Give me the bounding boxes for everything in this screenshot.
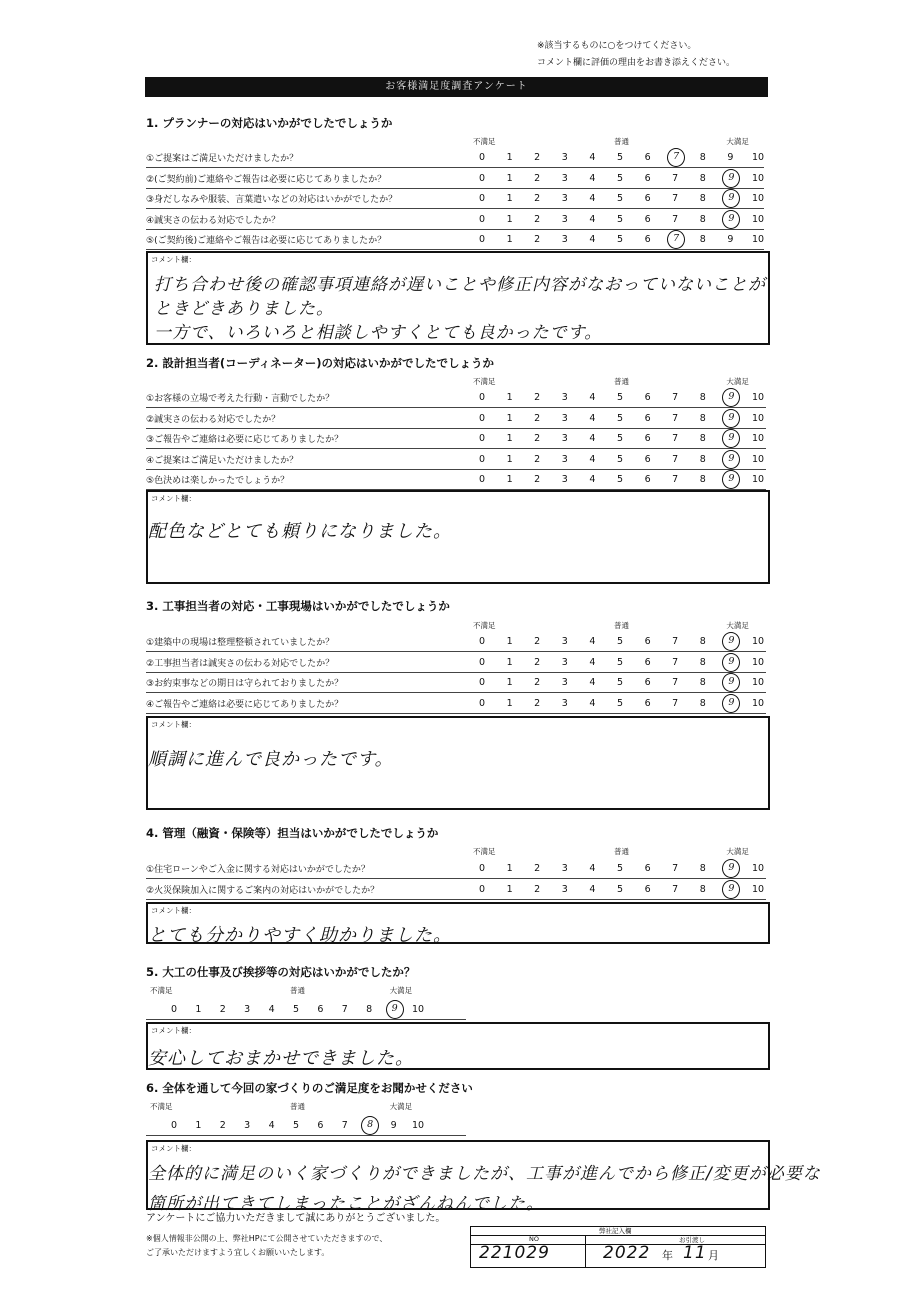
footer-note: ご了承いただけますよう宜しくお願いいたします。 [146,1248,330,1257]
score-option[interactable]: 0 [478,863,486,874]
selected-score[interactable]: 7 [667,230,685,249]
score-option[interactable]: 4 [589,234,596,245]
instruction-line: ※該当するものに○をつけてください。 [537,41,697,51]
score-option[interactable]: 6 [644,677,651,688]
score-option[interactable]: 10 [751,697,765,709]
score-option[interactable]: 3 [561,863,568,874]
selected-score[interactable]: 9 [386,1000,404,1019]
score-option[interactable]: 4 [589,677,596,688]
score-option[interactable]: 3 [561,412,568,424]
score-option[interactable]: 5 [292,1120,300,1131]
score-option[interactable]: 4 [268,1120,275,1131]
scale-high-label: 大満足 [389,1102,413,1111]
handwritten-comment: 全体的に満足のいく家づくりができましたが、工事が進んでから修正/変更が必要な [148,1164,821,1184]
score-option[interactable]: 10 [411,1004,425,1015]
scale-mid-label: 普通 [614,137,629,146]
score-option[interactable]: 8 [699,172,706,184]
score-option[interactable]: 4 [589,656,596,668]
question-text: ②火災保険加入に関するご案内の対応はいかがでしたか？ [146,885,380,896]
score-option[interactable]: 6 [644,883,651,895]
section-title: 4. 管理（融資・保険等）担当はいかがでしたでしょうか [146,826,439,840]
selected-score[interactable]: 9 [722,632,740,651]
scale-mid-label: 普通 [290,1102,305,1111]
scale-low-label: 不満足 [473,377,496,386]
score-option[interactable]: 3 [244,1004,251,1015]
question-row [146,880,766,900]
score-option[interactable]: 2 [534,412,541,424]
comment-label: コメント欄： [151,720,196,729]
question-text: ②誠実さの伝わる対応でしたか？ [146,414,281,425]
score-option[interactable]: 10 [751,636,765,647]
score-option[interactable]: 10 [751,152,765,163]
score-option[interactable]: 5 [616,234,624,245]
score-option[interactable]: 3 [561,172,568,184]
score-option[interactable]: 2 [534,234,541,245]
question-text: ⑤色決めは楽しかったでしょうか？ [146,476,290,486]
score-option[interactable]: 0 [478,172,486,184]
scale-high-label: 大満足 [726,847,749,856]
score-option[interactable]: 4 [589,863,596,874]
question-text: ③お約束事などの期日は守られておりましたか？ [146,679,344,689]
score-option[interactable]: 4 [589,433,596,444]
score-option[interactable]: 6 [644,697,651,709]
question-underline [146,1019,466,1020]
score-option[interactable]: 6 [644,453,651,465]
score-option[interactable]: 9 [727,152,734,163]
score-option[interactable]: 7 [672,883,679,895]
handwritten-comment: 一方で、いろいろと相談しやすくとても良かったです。 [154,323,603,343]
score-option[interactable]: 10 [751,433,765,444]
score-option[interactable]: 3 [561,697,568,709]
score-option[interactable]: 5 [616,213,624,225]
score-option[interactable]: 8 [366,1004,373,1015]
score-option[interactable]: 7 [672,392,679,403]
score-option[interactable]: 4 [589,392,596,403]
score-option[interactable]: 7 [672,412,679,424]
score-option[interactable]: 3 [561,213,568,225]
score-option[interactable]: 10 [751,656,765,668]
scale-low-label: 不満足 [473,847,496,856]
selected-score[interactable]: 9 [722,169,740,188]
selected-score[interactable]: 7 [667,148,685,167]
score-option[interactable]: 2 [534,697,541,709]
score-option[interactable]: 8 [699,234,706,245]
score-option[interactable]: 1 [506,677,513,688]
score-option[interactable]: 2 [534,152,541,163]
score-option[interactable]: 0 [170,1004,178,1015]
scale-high-label: 大満足 [726,621,749,630]
score-option[interactable]: 5 [616,636,624,647]
score-option[interactable]: 4 [589,172,596,184]
score-option[interactable]: 5 [616,193,624,204]
question-underline [146,249,764,250]
score-option[interactable]: 5 [616,677,624,688]
question-row [146,429,766,449]
question-text: ①お客様の立場で考えた行動・言動でしたか？ [146,394,335,404]
score-option[interactable]: 0 [478,697,486,709]
score-option[interactable]: 0 [478,152,486,163]
scale-mid-label: 普通 [614,377,629,386]
score-option[interactable]: 2 [534,636,541,647]
score-option[interactable]: 2 [534,883,541,895]
score-option[interactable]: 10 [751,213,765,225]
score-option[interactable]: 3 [561,474,568,485]
score-option[interactable]: 8 [699,433,706,444]
comment-label: コメント欄： [151,1144,196,1153]
score-option[interactable]: 4 [589,213,596,225]
score-option[interactable]: 1 [506,172,513,184]
score-option[interactable]: 0 [478,392,486,403]
score-option[interactable]: 2 [534,453,541,465]
score-option[interactable]: 5 [292,1004,300,1015]
score-option[interactable]: 8 [699,883,706,895]
handwritten-comment: 安心しておまかせできました。 [148,1048,414,1069]
score-option[interactable]: 4 [589,883,596,895]
score-option[interactable]: 1 [195,1120,202,1131]
score-option[interactable]: 1 [506,152,513,163]
question-row [146,450,766,470]
score-option[interactable]: 10 [411,1120,425,1131]
score-option[interactable]: 8 [699,152,706,163]
score-option[interactable]: 8 [699,863,706,874]
comment-label: コメント欄： [151,494,196,503]
score-option[interactable]: 10 [751,392,765,403]
scale-low-label: 不満足 [150,986,173,995]
score-option[interactable]: 7 [341,1004,348,1015]
score-option[interactable]: 1 [506,193,513,204]
question-underline [146,1135,466,1136]
section-title: 3. 工事担当者の対応・工事現場はいかがでしたでしょうか [146,599,450,613]
score-option[interactable]: 5 [616,433,624,444]
score-option[interactable]: 4 [589,152,596,163]
section-title: 6. 全体を通して今回の家づくりのご満足度をお聞かせください [146,1081,473,1095]
question-row [146,210,764,230]
question-row [146,409,766,429]
score-option[interactable]: 5 [616,392,624,403]
score-option[interactable]: 7 [341,1120,348,1131]
question-row [146,859,766,879]
score-option[interactable]: 3 [561,193,568,204]
score-option[interactable]: 9 [727,234,734,245]
score-option[interactable]: 8 [699,474,706,485]
question-text: ①ご提案はご満足いただけましたか？ [146,154,299,164]
scale-high-label: 大満足 [726,137,749,146]
score-option[interactable]: 0 [478,193,486,204]
score-option[interactable]: 8 [699,697,706,709]
selected-score[interactable]: 9 [722,450,740,469]
score-option[interactable]: 1 [506,392,513,403]
score-option[interactable]: 6 [644,433,651,444]
question-row [146,1116,466,1136]
score-option[interactable]: 6 [644,234,651,245]
selected-score[interactable]: 9 [722,388,740,407]
handwritten-comment: 打ち合わせ後の確認事項連絡が遅いことや修正内容がなおっていないことが [154,275,766,295]
score-option[interactable]: 0 [478,213,486,225]
office-divider [585,1235,586,1267]
question-row [146,230,764,250]
score-option[interactable]: 3 [561,636,568,647]
score-option[interactable]: 5 [616,474,624,485]
thanks-text: アンケートにご協力いただきまして誠にありがとうございました。 [146,1213,446,1224]
score-option[interactable]: 6 [644,636,651,647]
score-option[interactable]: 8 [699,636,706,647]
score-option[interactable]: 8 [699,392,706,403]
scale-low-label: 不満足 [150,1102,173,1111]
handwritten-comment: 箇所が出てきてしまったことがざんねんでした。 [148,1194,544,1214]
score-option[interactable]: 6 [644,412,651,424]
score-option[interactable]: 3 [561,234,568,245]
score-option[interactable]: 1 [506,234,513,245]
score-option[interactable]: 0 [478,677,486,688]
score-option[interactable]: 2 [534,193,541,204]
office-box [470,1226,766,1268]
score-option[interactable]: 0 [478,883,486,895]
selected-score[interactable]: 8 [361,1116,379,1135]
score-option[interactable]: 7 [672,474,679,485]
handwritten-comment: 順調に進んで良かったです。 [148,749,394,770]
score-option[interactable]: 4 [589,697,596,709]
selected-score[interactable]: 9 [722,653,740,672]
scale-mid-label: 普通 [614,847,629,856]
handwritten-comment: とても分かりやすく助かりました。 [148,925,452,946]
score-option[interactable]: 3 [561,883,568,895]
score-option[interactable]: 5 [616,152,624,163]
score-option[interactable]: 2 [219,1120,226,1131]
score-option[interactable]: 6 [644,193,651,204]
score-option[interactable]: 10 [751,677,765,688]
score-option[interactable]: 5 [616,412,624,424]
month-unit: 月 [708,1249,719,1262]
comment-label: コメント欄： [151,1026,196,1035]
section-title: 1. プランナーの対応はいかがでしたでしょうか [146,116,393,130]
score-option[interactable]: 10 [751,474,765,485]
question-text: ③身だしなみや服装、言葉遣いなどの対応はいかがでしたか？ [146,195,398,205]
score-option[interactable]: 1 [506,697,513,709]
question-text: ①建築中の現場は整理整頓されていましたか？ [146,638,335,648]
score-option[interactable]: 1 [195,1004,202,1015]
question-row [146,1000,466,1020]
score-option[interactable]: 6 [644,474,651,485]
handwritten-comment: ときどきありました。 [154,299,334,319]
score-option[interactable]: 10 [751,883,765,895]
scale-low-label: 不満足 [473,621,496,630]
score-option[interactable]: 4 [589,193,596,204]
score-option[interactable]: 1 [506,433,513,444]
score-option[interactable]: 6 [644,213,651,225]
score-option[interactable]: 2 [219,1004,226,1015]
selected-score[interactable]: 9 [722,694,740,713]
score-option[interactable]: 10 [751,234,765,245]
score-option[interactable]: 0 [478,656,486,668]
score-option[interactable]: 3 [561,392,568,403]
score-option[interactable]: 10 [751,412,765,424]
question-text: ①住宅ローンやご入金に関する対応はいかがでしたか？ [146,865,370,875]
score-option[interactable]: 8 [699,213,706,225]
selected-score[interactable]: 9 [722,859,740,878]
score-option[interactable]: 2 [534,433,541,444]
score-option[interactable]: 8 [699,656,706,668]
scale-high-label: 大満足 [726,377,749,386]
question-underline [146,713,766,714]
score-option[interactable]: 1 [506,656,513,668]
score-option[interactable]: 0 [478,412,486,424]
question-text: ⑤(ご契約後)ご連絡やご報告は必要に応じてありましたか？ [146,236,387,246]
scale-high-label: 大満足 [389,986,413,995]
score-option[interactable]: 6 [644,152,651,163]
question-row [146,632,766,652]
score-option[interactable]: 8 [699,453,706,465]
score-option[interactable]: 7 [672,697,679,709]
score-option[interactable]: 5 [616,863,624,874]
question-text: ④ご報告やご連絡は必要に応じてありましたか？ [146,699,344,710]
score-option[interactable]: 4 [589,636,596,647]
selected-score[interactable]: 9 [722,470,740,489]
score-option[interactable]: 4 [268,1004,275,1015]
score-option[interactable]: 1 [506,883,513,895]
score-option[interactable]: 2 [534,863,541,874]
footer-notes [146,1232,387,1260]
score-option[interactable]: 0 [478,636,486,647]
year-value: 2022 [603,1243,651,1263]
selected-score[interactable]: 9 [722,673,740,692]
section-title: 2. 設計担当者(コーディネーター)の対応はいかがでしたでしょうか [146,356,494,370]
score-option[interactable]: 5 [616,453,624,465]
section-title: 5. 大工の仕事及び挨拶等の対応はいかがでしたか？ [146,965,416,979]
score-option[interactable]: 0 [478,474,486,485]
selected-score[interactable]: 9 [722,189,740,208]
instruction-line: コメント欄に評価の理由をお書き添えください。 [537,58,736,68]
score-option[interactable]: 6 [317,1004,324,1015]
question-row [146,653,766,673]
question-row [146,169,764,189]
score-option[interactable]: 0 [478,453,486,465]
question-row [146,694,766,714]
no-label: NO [529,1235,539,1243]
score-option[interactable]: 1 [506,213,513,225]
score-option[interactable]: 4 [589,453,596,465]
score-option[interactable]: 1 [506,863,513,874]
score-option[interactable]: 0 [478,234,486,245]
question-text: ②(ご契約前)ご連絡やご報告は必要に応じてありましたか？ [146,174,387,185]
score-option[interactable]: 6 [317,1120,324,1131]
score-option[interactable]: 7 [672,863,679,874]
score-option[interactable]: 10 [751,863,765,874]
score-option[interactable]: 5 [616,172,624,184]
month-value: 11 [683,1243,707,1263]
no-value: 221029 [479,1243,550,1263]
score-option[interactable]: 7 [672,172,679,184]
handwritten-comment: 配色などとても頼りになりました。 [148,521,452,542]
selected-score[interactable]: 9 [722,880,740,899]
question-text: ②工事担当者は誠実さの伝わる対応でしたか？ [146,658,335,669]
score-option[interactable]: 3 [561,152,568,163]
score-option[interactable]: 3 [561,433,568,444]
scale-low-label: 不満足 [473,137,496,146]
score-option[interactable]: 8 [699,412,706,424]
score-option[interactable]: 3 [244,1120,251,1131]
score-option[interactable]: 4 [589,474,596,485]
score-option[interactable]: 7 [672,193,679,204]
score-option[interactable]: 0 [478,433,486,444]
score-option[interactable]: 3 [561,656,568,668]
scale-mid-label: 普通 [614,621,629,630]
score-option[interactable]: 8 [699,677,706,688]
score-option[interactable]: 6 [644,392,651,403]
question-row [146,470,766,490]
score-option[interactable]: 1 [506,412,513,424]
score-option[interactable]: 3 [561,453,568,465]
score-option[interactable]: 5 [616,883,624,895]
score-option[interactable]: 3 [561,677,568,688]
question-text: ③ご報告やご連絡は必要に応じてありましたか？ [146,435,344,445]
score-option[interactable]: 1 [506,474,513,485]
banner-title: お客様満足度調査アンケート [145,77,768,97]
score-option[interactable]: 2 [534,213,541,225]
scale-mid-label: 普通 [290,986,305,995]
score-option[interactable]: 5 [616,656,624,668]
score-option[interactable]: 8 [699,193,706,204]
score-option[interactable]: 7 [672,656,679,668]
office-label: 弊社記入欄 [599,1227,632,1235]
question-text: ④誠実さの伝わる対応でしたか？ [146,215,281,226]
comment-label: コメント欄： [151,906,196,915]
score-option[interactable]: 2 [534,656,541,668]
question-text: ④ご提案はご満足いただけましたか？ [146,455,299,466]
question-row [146,673,766,693]
instructions [537,38,735,72]
score-option[interactable]: 7 [672,433,679,444]
score-option[interactable]: 10 [751,172,765,184]
score-option[interactable]: 5 [616,697,624,709]
year-unit: 年 [662,1249,673,1262]
score-option[interactable]: 7 [672,453,679,465]
score-option[interactable]: 6 [644,172,651,184]
score-option[interactable]: 1 [506,453,513,465]
score-option[interactable]: 2 [534,474,541,485]
score-option[interactable]: 9 [390,1120,397,1131]
footer-note: ※個人情報非公開の上、弊社HPにて公開させていただきますので、 [146,1234,388,1243]
score-option[interactable]: 10 [751,193,765,204]
score-option[interactable]: 6 [644,863,651,874]
score-option[interactable]: 7 [672,636,679,647]
comment-label: コメント欄： [151,255,196,264]
score-option[interactable]: 7 [672,213,679,225]
selected-score[interactable]: 9 [722,429,740,448]
score-option[interactable]: 6 [644,656,651,668]
score-option[interactable]: 2 [534,392,541,403]
score-option[interactable]: 10 [751,453,765,465]
question-row [146,189,764,209]
score-option[interactable]: 1 [506,636,513,647]
question-underline [146,899,766,900]
score-option[interactable]: 0 [170,1120,178,1131]
score-option[interactable]: 2 [534,172,541,184]
selected-score[interactable]: 9 [722,210,740,229]
question-row [146,388,766,408]
question-row [146,148,764,168]
score-option[interactable]: 2 [534,677,541,688]
score-option[interactable]: 4 [589,412,596,424]
score-option[interactable]: 7 [672,677,679,688]
delivery-label: お引渡し [679,1236,705,1244]
selected-score[interactable]: 9 [722,409,740,428]
